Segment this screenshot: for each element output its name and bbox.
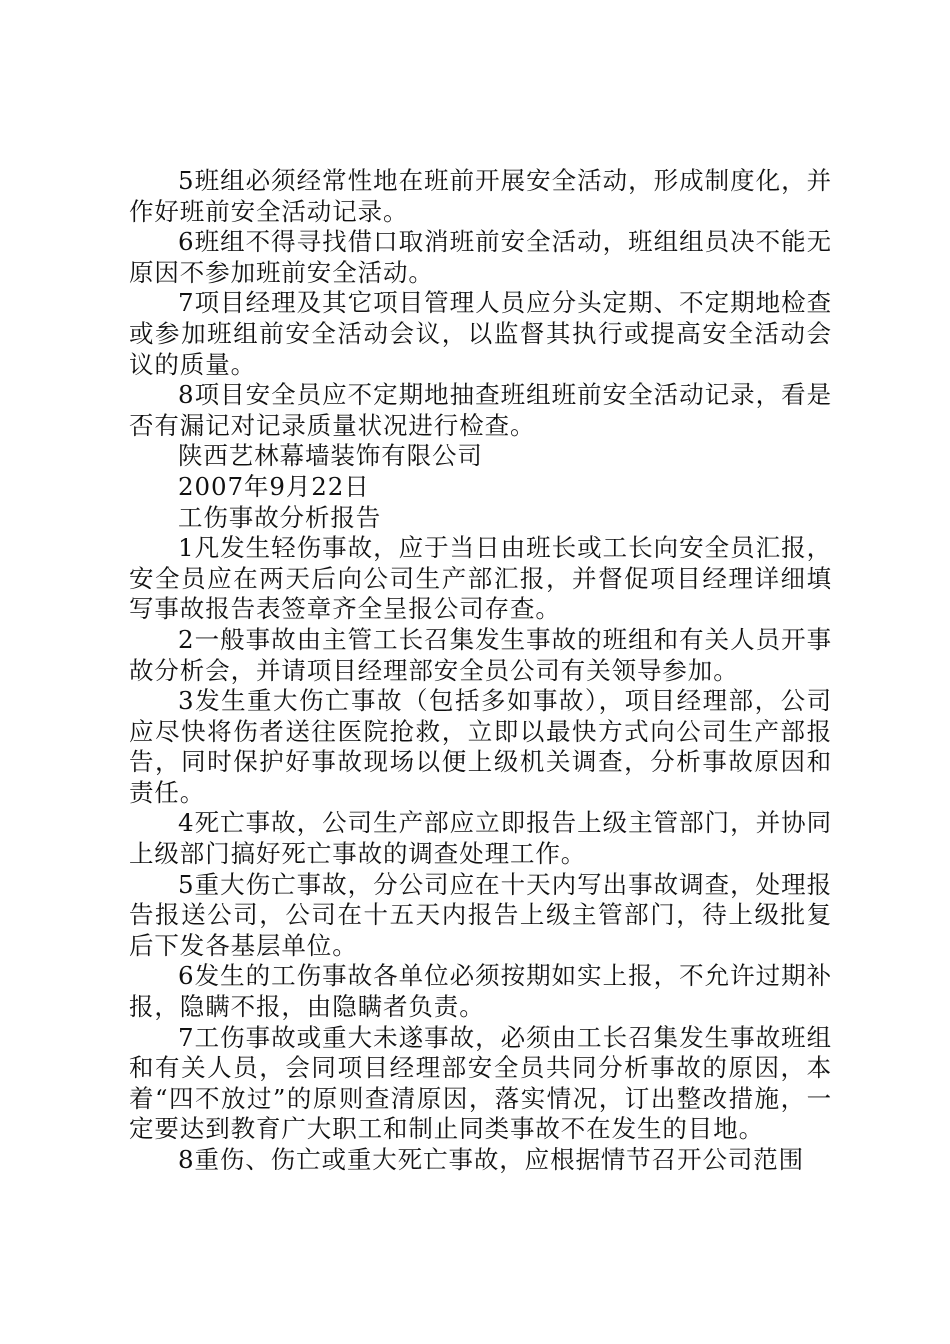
- document-body: [129, 166, 832, 1176]
- section2-item-7: 7工伤事故或重大未遂事故，必须由工长召集发生事故班组和有关人员，会同项目经理部安全员共同分析事故的原因，本着“四不放过”的原则查清原因，落实情况，订出整改措施，一定要达到教育广大职工和制止同类事故不在发生的目地。: [129, 1022, 832, 1144]
- section2-item-2: 2一般事故由主管工长召集发生事故的班组和有关人员开事故分析会，并请项目经理部安全员公司有关领导参加。: [129, 624, 832, 685]
- section1-item-8: 8项目安全员应不定期地抽查班组班前安全活动记录，看是否有漏记对记录质量状况进行检查。: [129, 380, 832, 440]
- company-name: 陕西艺林幕墙装饰有限公司: [178, 441, 483, 471]
- section2-item-4: 4死亡事故，公司生产部应立即报告上级主管部门，并协同上级部门搞好死亡事故的调查处理工作。: [129, 808, 832, 869]
- section2-item-5: 5重大伤亡事故，分公司应在十天内写出事故调查，处理报告报送公司，公司在十五天内报告上级主管部门，待上级批复后下发各基层单位。: [129, 869, 832, 960]
- section2-item-6: 6发生的工伤事故各单位必须按期如实上报，不允许过期补报，隐瞒不报，由隐瞒者负责。: [129, 961, 832, 1022]
- document-date: 2007年9月22日: [178, 471, 370, 501]
- section2-title: 工伤事故分析报告: [178, 502, 382, 532]
- section2-item-8: 8重伤、伤亡或重大死亡事故，应根据情节召开公司范围: [178, 1145, 805, 1174]
- section1-item-5: 5班组必须经常性地在班前开展安全活动，形成制度化，并作好班前安全活动记录。: [129, 166, 832, 226]
- section1-item-6: 6班组不得寻找借口取消班前安全活动，班组组员决不能无原因不参加班前安全活动。: [129, 227, 832, 287]
- section2-item-3: 3发生重大伤亡事故（包括多如事故），项目经理部，公司应尽快将伤者送往医院抢救，立即以最快方式向公司生产部报告，同时保护好事故现场以便上级机关调查，分析事故原因和责任。: [129, 686, 832, 807]
- section1-item-7: 7项目经理及其它项目管理人员应分头定期、不定期地检查或参加班组前安全活动会议，以监督其执行或提高安全活动会议的质量。: [129, 288, 832, 379]
- section2-item-1: 1凡发生轻伤事故，应于当日由班长或工长向安全员汇报，安全员应在两天后向公司生产部汇报，并督促项目经理详细填写事故报告表签章齐全呈报公司存查。: [129, 533, 832, 624]
